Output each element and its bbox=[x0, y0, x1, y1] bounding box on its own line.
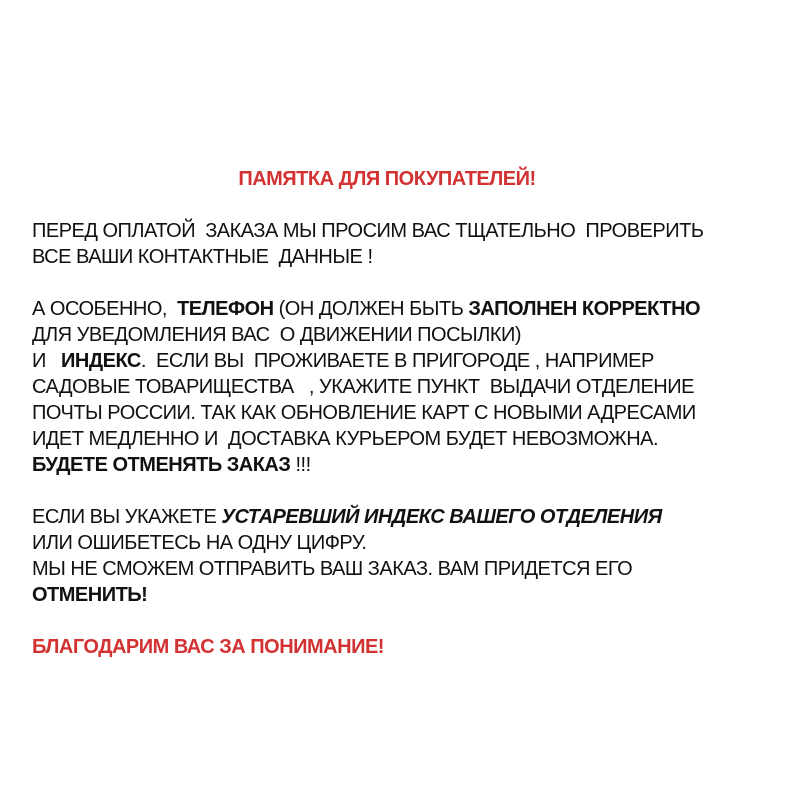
paragraph-line: МЫ НЕ СМОЖЕМ ОТПРАВИТЬ ВАШ ЗАКАЗ. ВАМ ПРИДЕТСЯ ЕГО bbox=[32, 558, 633, 580]
paragraph-line: ДЛЯ УВЕДОМЛЕНИЯ ВАС О ДВИЖЕНИИ ПОСЫЛКИ) bbox=[32, 324, 522, 346]
paragraph-line bbox=[32, 296, 792, 322]
paragraph-line bbox=[32, 348, 792, 374]
text-segment: (ОН ДОЛЖЕН БЫТЬ bbox=[273, 298, 469, 320]
paragraph-line bbox=[32, 504, 792, 530]
paragraph-line: ИЛИ ОШИБЕТЕСЬ НА ОДНУ ЦИФРУ. bbox=[32, 532, 367, 554]
paragraph-line: САДОВЫЕ ТОВАРИЩЕСТВА , УКАЖИТЕ ПУНКТ ВЫДАЧИ ОТДЕЛЕНИЕ bbox=[32, 376, 694, 398]
emphasis-outdated-index: УСТАРЕВШИЙ ИНДЕКС ВАШЕГО ОТДЕЛЕНИЯ bbox=[221, 506, 662, 528]
spacer bbox=[32, 608, 792, 634]
emphasis-fill-correctly: ЗАПОЛНЕН КОРРЕКТНО bbox=[468, 298, 701, 320]
buyer-notice bbox=[32, 166, 792, 660]
closing-thanks: БЛАГОДАРИМ ВАС ЗА ПОНИМАНИЕ! bbox=[32, 636, 384, 658]
emphasis-cancel: ОТМЕНИТЬ! bbox=[32, 584, 148, 606]
text-segment: И bbox=[32, 350, 62, 372]
emphasis-cancel-order: БУДЕТЕ ОТМЕНЯТЬ ЗАКАЗ bbox=[32, 454, 291, 476]
notice-title: ПАМЯТКА ДЛЯ ПОКУПАТЕЛЕЙ! bbox=[238, 168, 536, 190]
paragraph-phone-index bbox=[32, 296, 792, 478]
text-segment: ЕСЛИ ВЫ УКАЖЕТЕ bbox=[32, 506, 222, 528]
paragraph-check-data bbox=[32, 218, 792, 270]
text-segment: . ЕСЛИ ВЫ ПРОЖИВАЕТЕ В ПРИГОРОДЕ , НАПРИМЕР bbox=[140, 350, 654, 372]
paragraph-line bbox=[32, 452, 792, 478]
text-segment: А ОСОБЕННО, bbox=[32, 298, 178, 320]
paragraph-line: ВСЕ ВАШИ КОНТАКТНЫЕ ДАННЫЕ ! bbox=[32, 246, 373, 268]
spacer bbox=[32, 478, 792, 504]
paragraph-line: ПЕРЕД ОПЛАТОЙ ЗАКАЗА МЫ ПРОСИМ ВАС ТЩАТЕЛЬНО ПРОВЕРИТЬ bbox=[32, 220, 704, 242]
spacer bbox=[32, 270, 792, 296]
spacer bbox=[32, 192, 792, 218]
emphasis-phone: ТЕЛЕФОН bbox=[177, 298, 274, 320]
paragraph-line: ПОЧТЫ РОССИИ. ТАК КАК ОБНОВЛЕНИЕ КАРТ С НОВЫМИ АДРЕСАМИ bbox=[32, 402, 696, 424]
paragraph-outdated-index bbox=[32, 504, 792, 608]
emphasis-index: ИНДЕКС bbox=[61, 350, 141, 372]
text-segment: !!! bbox=[290, 454, 311, 476]
paragraph-line: ИДЕТ МЕДЛЕННО И ДОСТАВКА КУРЬЕРОМ БУДЕТ НЕВОЗМОЖНА. bbox=[32, 428, 659, 450]
